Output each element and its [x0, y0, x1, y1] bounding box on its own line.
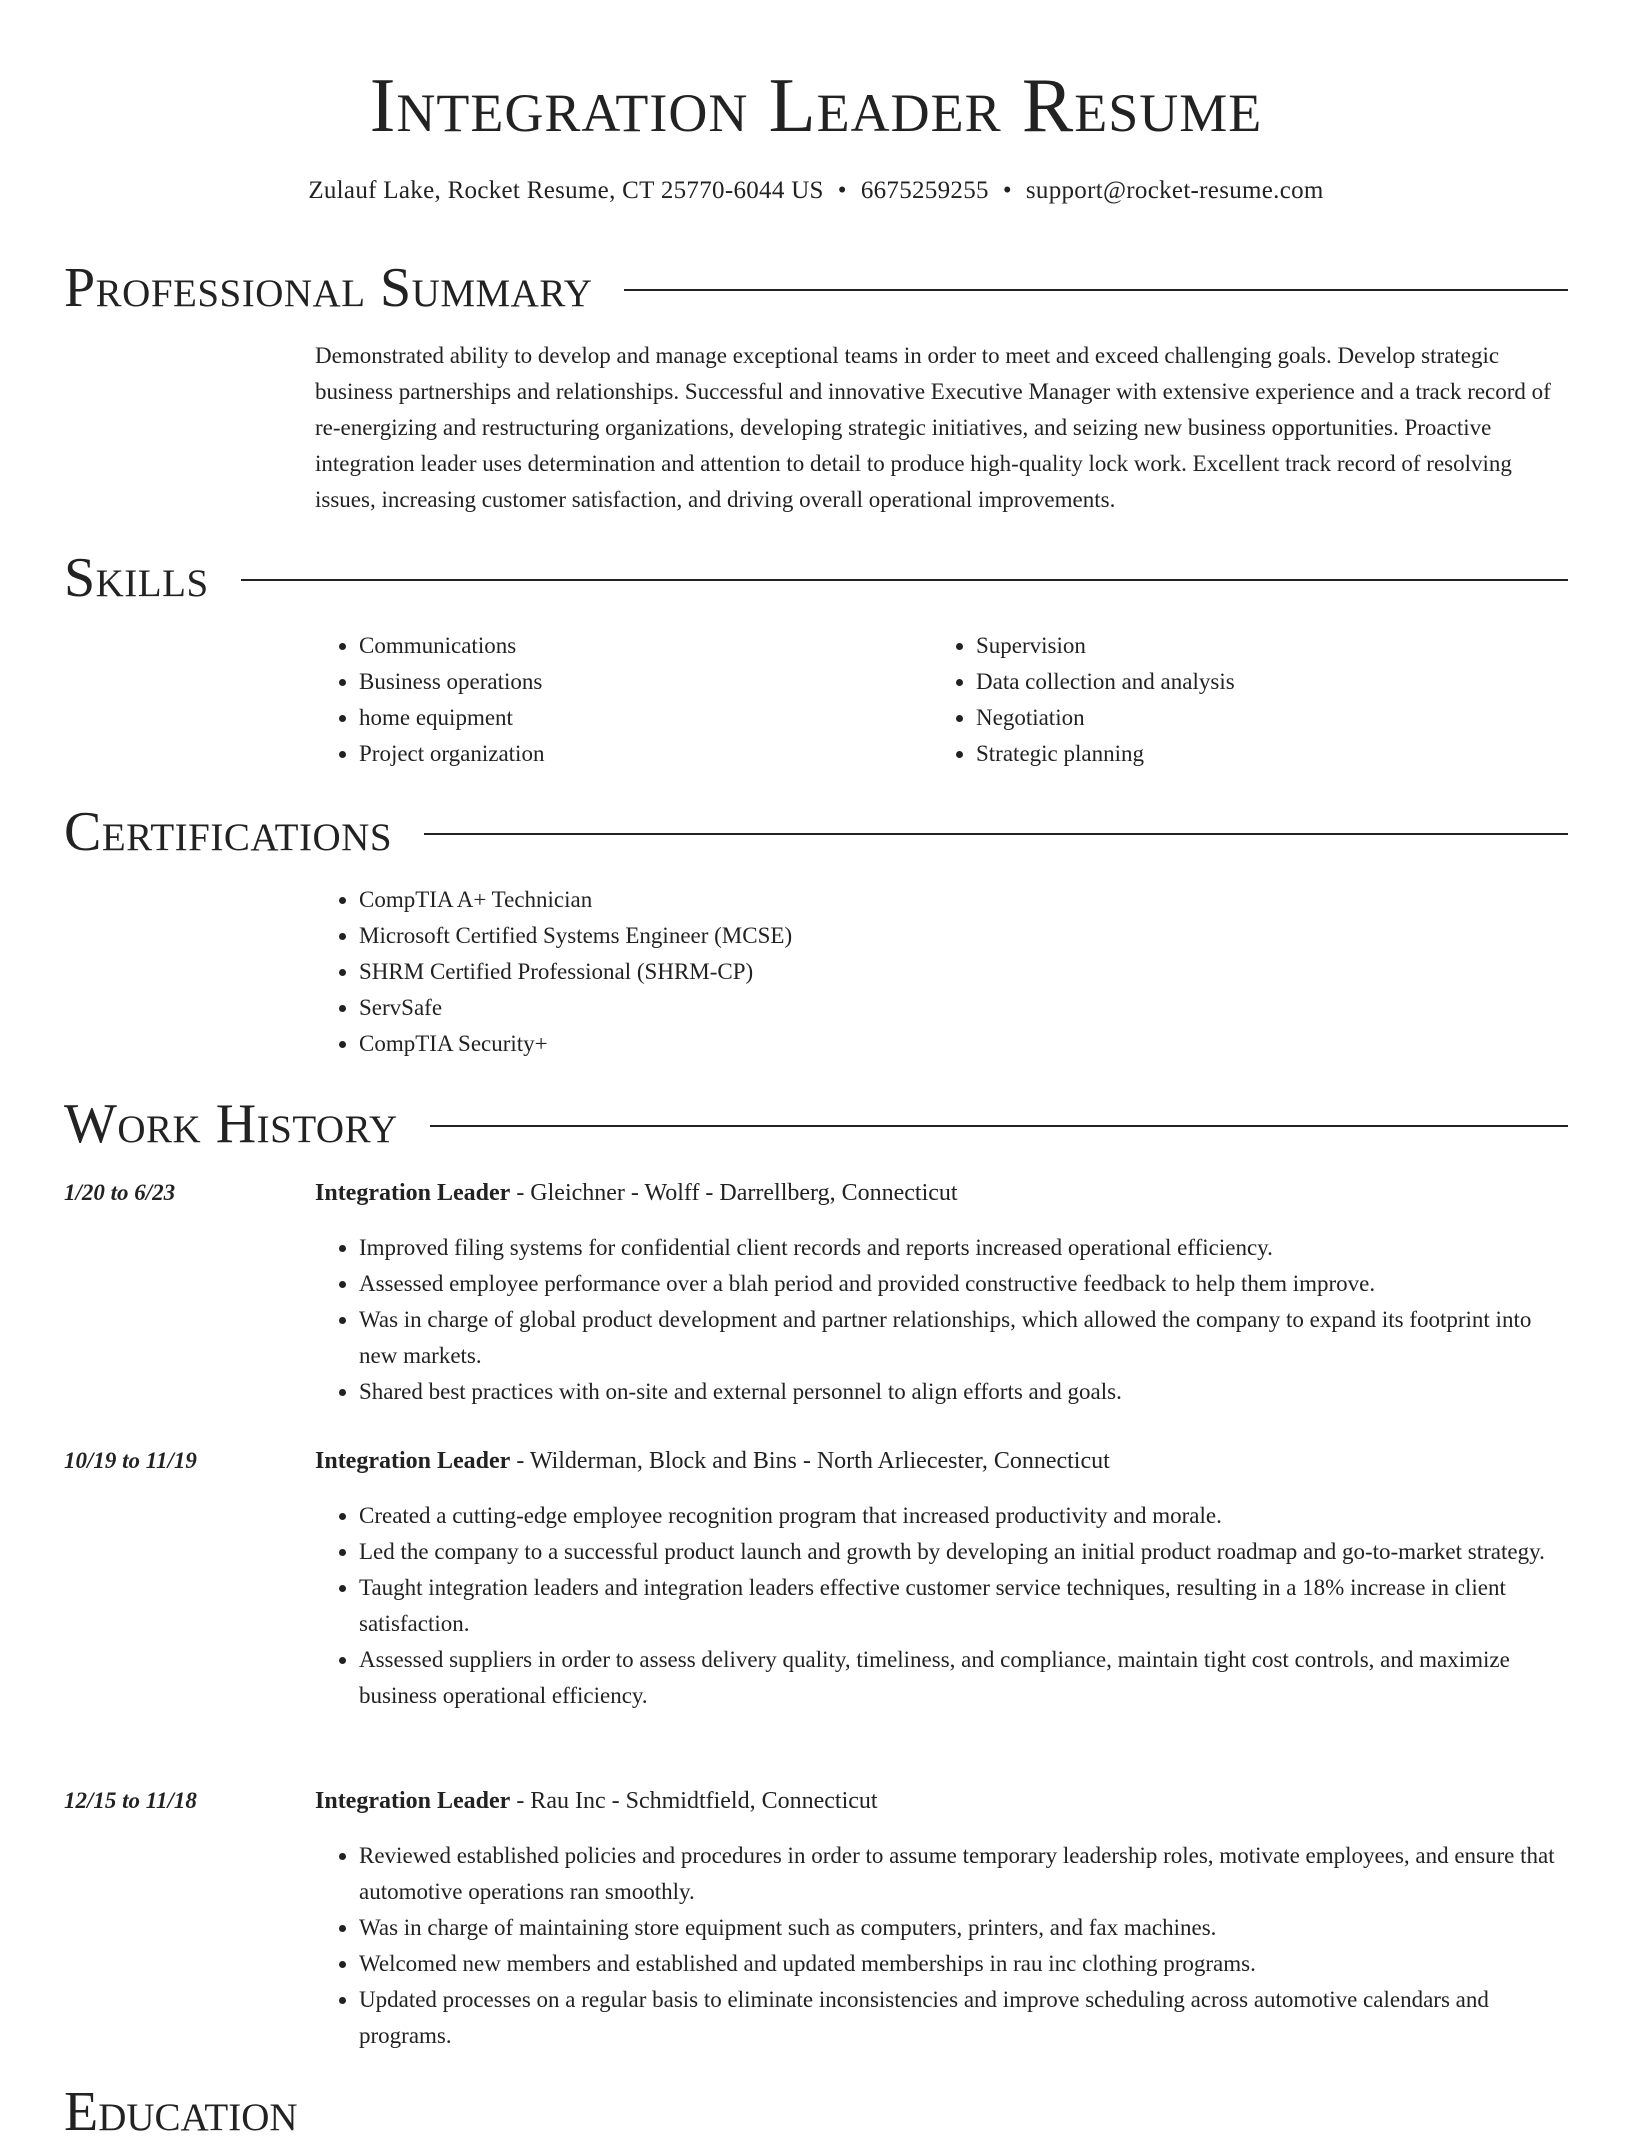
certifications-list	[315, 882, 1565, 1062]
skill-item: • Business operations	[359, 664, 875, 700]
certification-item: • CompTIA A+ Technician	[359, 882, 1565, 918]
job-employer: - Rau Inc - Schmidtfield, Connecticut	[510, 1788, 878, 1814]
contact-phone: 6675259255	[860, 177, 989, 204]
skill-item: • Supervision	[976, 628, 1492, 664]
section-divider	[624, 289, 1568, 291]
job-dates: 12/15 to 11/18	[64, 1788, 197, 1813]
section-header-skills	[64, 542, 1568, 614]
job-dates: 10/19 to 11/19	[64, 1448, 197, 1473]
job-duty-item: • Taught integration leaders and integration leaders effective customer service techniques, resulting in a 18% increase in client satisfaction.	[359, 1570, 1565, 1642]
job-title-line	[315, 1783, 1565, 1819]
job-duty-item: • Reviewed established policies and procedures in order to assume temporary leadership roles, motivate employees, and ensure that automotive operations ran smoothly.	[359, 1838, 1565, 1910]
skills-column-right	[932, 628, 1492, 772]
section-title-education: Education	[64, 2081, 298, 2143]
job-duty-item: • Assessed suppliers in order to assess delivery quality, timeliness, and compliance, maintain tight cost controls, and maximize business operational efficiency.	[359, 1642, 1565, 1714]
job-duty-item: • Was in charge of maintaining store equipment such as computers, printers, and fax machines.	[359, 1910, 1565, 1946]
resume-title: Integration Leader Resume	[369, 62, 1263, 148]
job-employer: - Wilderman, Block and Bins - North Arliecester, Connecticut	[510, 1448, 1110, 1474]
job-duty-item: • Shared best practices with on-site and external personnel to align efforts and goals.	[359, 1374, 1565, 1410]
section-header-work-history	[64, 1088, 1568, 1160]
skill-item: • Negotiation	[976, 700, 1492, 736]
job-duties-list	[315, 1498, 1565, 1714]
job-duty-item: • Was in charge of global product development and partner relationships, which allowed the company to expand its footprint into new markets.	[359, 1302, 1565, 1374]
skill-item: • Data collection and analysis	[976, 664, 1492, 700]
contact-separator: •	[1002, 177, 1012, 204]
job-role: Integration Leader	[315, 1788, 511, 1814]
skill-item: • Communications	[359, 628, 875, 664]
section-header-certifications	[64, 796, 1568, 868]
job-dates: 1/20 to 6/23	[64, 1180, 176, 1205]
section-header-summary	[64, 252, 1568, 324]
skills-column-left	[315, 628, 875, 772]
section-title-certifications: Certifications	[64, 801, 393, 863]
job-duty-item: • Led the company to a successful product launch and growth by developing an initial product roadmap and go-to-market strategy.	[359, 1534, 1565, 1570]
certification-item: • Microsoft Certified Systems Engineer (MCSE)	[359, 918, 1565, 954]
job-duties-list	[315, 1838, 1565, 2054]
job-title-line	[315, 1175, 1565, 1211]
section-title-skills: Skills	[64, 547, 209, 609]
section-title-work-history: Work History	[64, 1093, 398, 1155]
job-role: Integration Leader	[315, 1448, 511, 1474]
skill-item: • Project organization	[359, 736, 875, 772]
job-duty-item: • Improved filing systems for confidential client records and reports increased operational efficiency.	[359, 1230, 1565, 1266]
job-duty-item: • Updated processes on a regular basis to eliminate inconsistencies and improve scheduling across automotive calendars and programs.	[359, 1982, 1565, 2054]
contact-separator: •	[837, 177, 847, 204]
certification-item: • CompTIA Security+	[359, 1026, 1565, 1062]
skill-item: • home equipment	[359, 700, 875, 736]
job-duty-item: • Welcomed new members and established and updated memberships in rau inc clothing programs.	[359, 1946, 1565, 1982]
job-duties-list	[315, 1230, 1565, 1410]
section-divider	[241, 579, 1568, 581]
summary-text: Demonstrated ability to develop and manage exceptional teams in order to meet and exceed challenging goals. Develop strategic business partnerships and relationships. Successful and innovative Executive Manager with extensive experience and a track record of re-energizing and restructuring organizations, developing strategic initiatives, and seizing new business opportunities. Proactive integration leader uses determination and attention to detail to produce high-quality lock work. Excellent track record of resolving issues, increasing customer satisfaction, and driving overall operational improvements.	[315, 343, 1551, 512]
contact-email: support@rocket-resume.com	[1025, 177, 1324, 204]
job-employer: - Gleichner - Wolff - Darrellberg, Connecticut	[510, 1180, 958, 1206]
job-duty-item: • Assessed employee performance over a blah period and provided constructive feedback to help them improve.	[359, 1266, 1565, 1302]
job-title-line	[315, 1443, 1565, 1479]
certification-item: • ServSafe	[359, 990, 1565, 1026]
job-duty-item: • Created a cutting-edge employee recognition program that increased productivity and morale.	[359, 1498, 1565, 1534]
section-divider	[430, 1125, 1568, 1127]
skill-item: • Strategic planning	[976, 736, 1492, 772]
contact-address: Zulauf Lake, Rocket Resume, CT 25770-6044 US	[308, 177, 824, 204]
contact-line	[0, 174, 1632, 208]
certification-item: • SHRM Certified Professional (SHRM-CP)	[359, 954, 1565, 990]
section-title-summary: Professional Summary	[64, 257, 593, 319]
section-divider	[424, 833, 1568, 835]
job-role: Integration Leader	[315, 1180, 511, 1206]
